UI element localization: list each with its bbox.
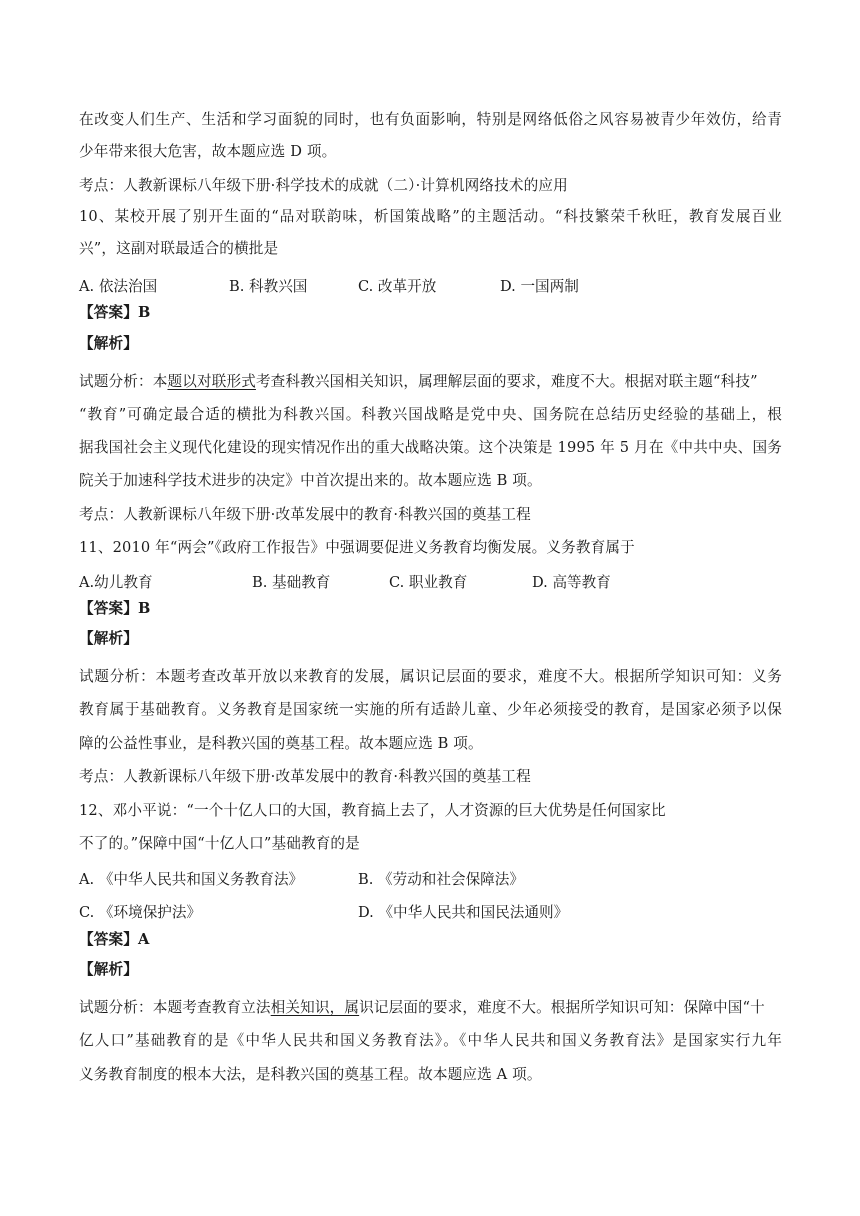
q12-option-b: B. 《劳动和社会保障法》 (358, 871, 524, 888)
q10-analysis-line-3: 据我国社会主义现代化建设的现实情况作出的重大战略决策。这个决策是 1995 年 5 月在《中共中央、国务 (79, 439, 782, 456)
q11-analysis-line-1: 试题分析：本题考查改革开放以来教育的发展，属识记层面的要求，难度不大。根据所学知识可知：义务 (79, 668, 782, 685)
q10-answer: 【答案】B (79, 304, 151, 321)
q11-option-b: B. 基础教育 (252, 574, 331, 591)
q11-option-d: D. 高等教育 (532, 574, 611, 591)
analysis-text: 试题分析：本题考查教育立法 (79, 999, 271, 1016)
analysis-text: 试题分析：本 (79, 373, 168, 390)
underlined-text: 相关知识，属 (270, 999, 360, 1016)
q10-analysis-line-4: 院关于加速科学技术进步的决定》中首次提出来的。故本题应选 B 项。 (79, 472, 542, 489)
exam-point-line: 考点：人教新课标八年级下册·科学技术的成就（二）·计算机网络技术的应用 (79, 177, 568, 194)
analysis-text: 考查科教兴国相关知识，属理解层面的要求，难度不大。根据对联主题“科技” (255, 373, 758, 390)
q11-analysis-line-3: 障的公益性事业，是科教兴国的奠基工程。故本题应选 B 项。 (79, 735, 483, 752)
q10-option-c: C. 改革开放 (358, 278, 437, 295)
q11-analysis-line-2: 教育属于基础教育。义务教育是国家统一实施的所有适龄儿童、少年必须接受的教育，是国家必须予以保 (79, 701, 782, 718)
q12-analysis-label: 【解析】 (79, 961, 138, 978)
q10-stem-line-2: 兴”，这副对联最适合的横批是 (79, 240, 279, 257)
q10-stem-line-1: 10、某校开展了别开生面的“品对联韵味，析国策战略”的主题活动。“科技繁荣千秋旺，教育发展百业 (79, 208, 782, 225)
analysis-text: 识记层面的要求，难度不大。根据所学知识可知：保障中国“十 (359, 999, 765, 1016)
q12-option-d: D. 《中华人民共和国民法通则》 (358, 904, 569, 921)
q12-answer: 【答案】A (79, 931, 150, 948)
paragraph-line: 少年带来很大危害，故本题应选 D 项。 (79, 143, 337, 160)
q12-option-a: A. 《中华人民共和国义务教育法》 (79, 871, 304, 888)
q11-analysis-label: 【解析】 (79, 630, 138, 647)
q11-option-c: C. 职业教育 (389, 574, 468, 591)
q10-option-b: B. 科教兴国 (229, 278, 308, 295)
q12-option-c: C. 《环境保护法》 (79, 904, 202, 921)
q10-option-a: A. 依法治国 (79, 278, 158, 295)
q12-analysis-line-3: 义务教育制度的根本大法，是科教兴国的奠基工程。故本题应选 A 项。 (79, 1066, 542, 1083)
paragraph-line: 在改变人们生产、生活和学习面貌的同时，也有负面影响，特别是网络低俗之风容易被青少年效仿，给青 (79, 111, 782, 128)
q10-exam-point: 考点：人教新课标八年级下册·改革发展中的教育·科教兴国的奠基工程 (79, 506, 531, 523)
q10-analysis-line-1 (79, 372, 758, 392)
underlined-text: 题以对联形式 (167, 373, 256, 390)
q10-option-d: D. 一国两制 (500, 278, 579, 295)
q11-option-a: A.幼儿教育 (79, 574, 153, 591)
q11-stem: 11、2010 年“两会”《政府工作报告》中强调要促进义务教育均衡发展。义务教育属于 (79, 539, 635, 556)
q10-analysis-label: 【解析】 (79, 335, 138, 352)
q12-stem-line-2: 不了的。”保障中国“十亿人口”基础教育的是 (79, 835, 360, 852)
q11-answer: 【答案】B (79, 600, 151, 617)
q12-stem-line-1: 12、邓小平说：“一个十亿人口的大国，教育搞上去了，人才资源的巨大优势是任何国家比 (79, 802, 666, 819)
q12-analysis-line-2: 亿人口”基础教育的是《中华人民共和国义务教育法》。《中华人民共和国义务教育法》是国家实行九年 (79, 1032, 782, 1049)
q10-analysis-line-2: “教育”可确定最合适的横批为科教兴国。科教兴国战略是党中央、国务院在总结历史经验的基础上，根 (79, 406, 782, 423)
q11-exam-point: 考点：人教新课标八年级下册·改革发展中的教育·科教兴国的奠基工程 (79, 768, 531, 785)
q12-analysis-line-1 (79, 998, 765, 1018)
